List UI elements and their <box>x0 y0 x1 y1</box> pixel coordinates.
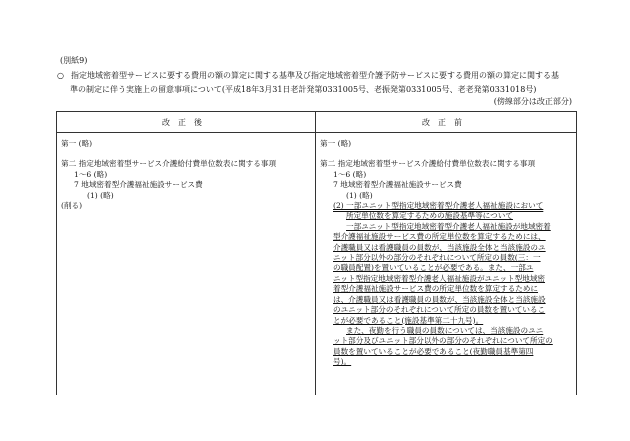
before-p2-line-a: 一部ユニット型指定地域密着型介護老人福祉施設が地域密着 <box>346 221 551 231</box>
before-item-7: 7 地域密着型介護福祉施設サービス費 <box>333 180 462 190</box>
before-p2-line-c: 介護職員又は看護職員の員数が、当該施設全体と当該施設のユ <box>333 242 546 252</box>
table-header-row <box>57 112 577 133</box>
before-section-1: 第一 (略) <box>320 139 352 148</box>
underline-note: (傍線部分は改正部分) <box>493 97 572 106</box>
before-subitem-1: (1) (略) <box>346 190 373 200</box>
table-body-row <box>57 133 577 396</box>
before-p2-line-g: 着型介護福祉施設サービス費の所定単位数を算定するために <box>333 284 539 294</box>
before-p1-line-b: 所定単位数を算定するための施設基準等について <box>346 211 513 221</box>
before-p2-line-j: とが必要であること(施設基準第二十九号)。 <box>333 315 484 325</box>
before-p2-line-i: のユニット部分のそれぞれについて所定の員数を置いているこ <box>333 305 546 315</box>
column-after <box>57 133 316 396</box>
before-p2-line-e: の職員配置)を置いていることが必要である。また、一部ユ <box>333 263 534 273</box>
before-item-1-6: 1～6 (略) <box>333 169 367 179</box>
intro-line-1: 指定地域密着型サービスに要する費用の額の算定に関する基準及び指定地域密着型介護予防サービスに要する費用の額の算定に関する基 <box>71 71 559 80</box>
after-item-7: 7 地域密着型介護福祉施設サービス費 <box>74 180 203 190</box>
before-p3-line-c: 員数を置いていることが必要であること(夜勤職員基準第四 <box>333 346 534 356</box>
comparison-table <box>56 111 577 395</box>
before-p2-line-b: 型介護福祉施設サービス費の所定単位数を算定するためには、 <box>333 232 546 242</box>
after-item-1-6: 1～6 (略) <box>74 169 108 179</box>
column-before <box>316 133 577 396</box>
before-p2-line-d: ニット部分以外の部分のそれぞれについて所定の員数(三：一 <box>333 253 541 263</box>
header-before: 改正前 <box>316 112 577 133</box>
after-deleted-mark: (削る) <box>61 201 83 211</box>
annex-label: (別紙9) <box>60 56 88 65</box>
intro-line-2: 準の制定に伴う実施上の留意事項について(平成18年3月31日老計発第0331005号、老振発第0331005号、老老発第0331018号) <box>70 85 537 94</box>
before-p3-line-d: 号)。 <box>333 357 352 367</box>
after-section-2: 第二 指定地域密着型サービス介護給付費単位数表に関する事項 <box>61 159 277 169</box>
before-subitem-2 <box>320 201 572 368</box>
before-p3-line-b: ット部分及びユニット部分以外の部分のそれぞれについて所定の <box>333 336 553 346</box>
before-section-2: 第二 指定地域密着型サービス介護給付費単位数表に関する事項 <box>320 159 536 169</box>
intro-bullet: ○ <box>57 71 64 80</box>
before-p2-line-f: ニット型指定地域密着型介護老人福祉施設がユニット型地域密 <box>333 273 546 283</box>
before-p2-line-h: は、介護職員又は看護職員の員数が、当該施設全体と当該施設 <box>333 294 546 304</box>
after-subitem-1: (1) (略) <box>87 190 114 200</box>
header-after: 改正後 <box>57 112 316 133</box>
intro-paragraph <box>57 69 577 97</box>
before-p1-line-a: (2) 一部ユニット型指定地域密着型介護老人福祉施設において <box>333 201 544 211</box>
before-p3-line-a: また、夜勤を行う職員の員数については、当該施設のユニ <box>346 325 544 335</box>
after-section-1: 第一 (略) <box>61 139 93 148</box>
